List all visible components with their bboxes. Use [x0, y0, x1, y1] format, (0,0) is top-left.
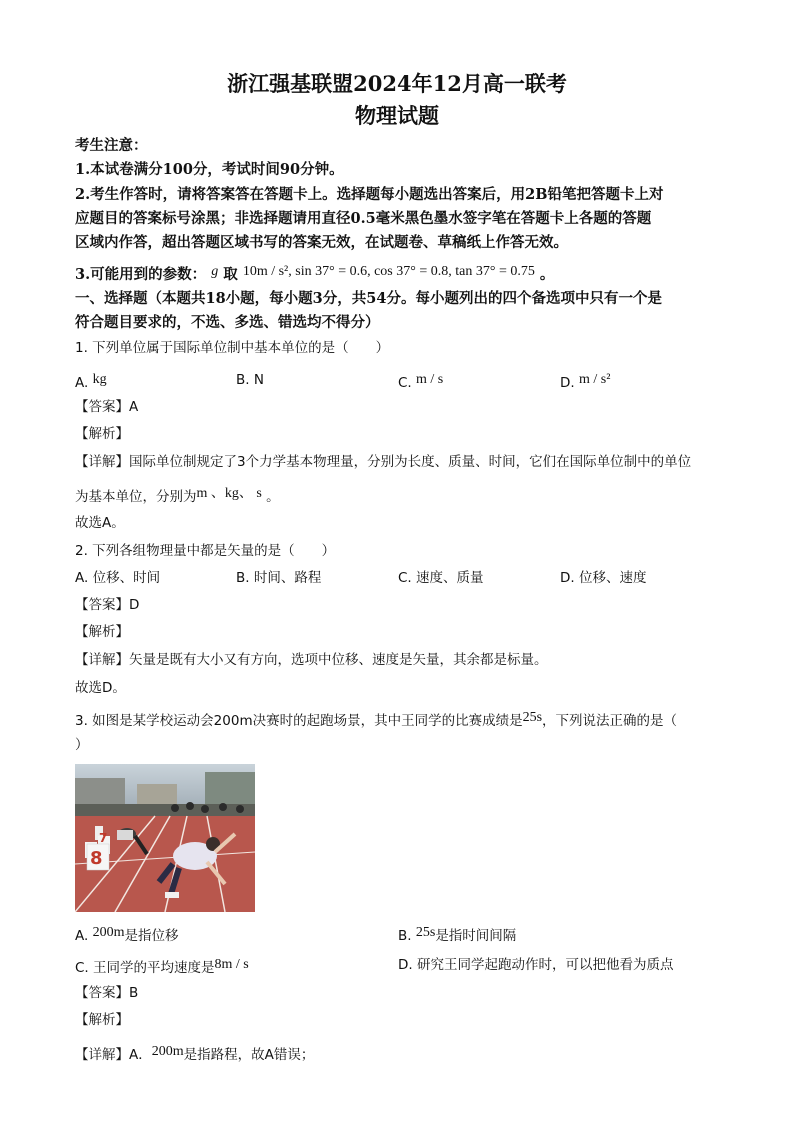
question-1-answer	[75, 396, 725, 418]
answer-value: A	[129, 399, 139, 415]
question-3-option-a	[75, 922, 178, 947]
notice-item-3	[75, 261, 725, 286]
question-3-stem-line-2: ）	[75, 737, 89, 753]
answer-tag: 【答案】	[75, 597, 129, 613]
option-a-label: A.	[75, 375, 89, 391]
notice-item-3-prefix: 3.可能用到的参数：	[75, 266, 207, 283]
question-3-analysis-tag: 【解析】	[75, 1012, 129, 1028]
question-1-option-c	[398, 369, 443, 394]
question-3-option-c	[75, 954, 249, 979]
answer-value: B	[129, 985, 139, 1001]
option-d-value: m / s²	[578, 372, 611, 387]
question-2-option-b: B. 时间、路程	[236, 570, 322, 586]
option-a-value: kg	[92, 372, 107, 387]
notice-item-2-line-2: 应题目的答案标号涂黑；非选择题请用直径0.5毫米黑色墨水签字笔在答题卡上各题的答题	[75, 210, 652, 227]
question-2-option-c: C. 速度、质量	[398, 570, 484, 586]
notice-item-3-end: 。	[539, 266, 555, 283]
question-1-analysis-tag: 【解析】	[75, 426, 129, 442]
question-1-option-b: B. N	[236, 372, 264, 388]
lane-number-8: 8	[90, 848, 103, 869]
question-2-detail	[75, 649, 725, 671]
question-2-option-a: A. 位移、时间	[75, 570, 161, 586]
option-a-label: A.	[75, 928, 89, 944]
notice-heading: 考生注意：	[75, 137, 148, 154]
question-1-detail-line-1	[75, 451, 725, 473]
option-c-text: C. 王同学的平均速度是	[75, 960, 215, 976]
stem-value: 25s	[522, 710, 543, 725]
parameter-values: 10m / s², sin 37° = 0.6, cos 37° = 0.8, tan 37° = 0.75	[242, 264, 535, 279]
option-b-label: B.	[398, 928, 412, 944]
detail-tag: 【详解】	[75, 1047, 129, 1063]
question-2-stem: 2. 下列各组物理量中都是矢量的是（ ）	[75, 543, 336, 559]
answer-tag: 【答案】	[75, 399, 129, 415]
race-start-illustration	[75, 764, 255, 912]
detail-end: 。	[261, 489, 280, 505]
option-d-label: D.	[560, 375, 575, 391]
answer-tag: 【答案】	[75, 985, 129, 1001]
detail-text: 是指路程，故A错误；	[183, 1047, 315, 1063]
g-symbol: g	[211, 264, 219, 279]
detail-text: 矢量是既有大小又有方向，选项中位移、速度是矢量，其余都是标量。	[129, 652, 548, 668]
detail-value: 200m	[151, 1044, 184, 1059]
detail-option-a: A．	[129, 1047, 152, 1063]
detail-tag: 【详解】	[75, 652, 129, 668]
question-1-conclusion: 故选A。	[75, 515, 125, 531]
option-b-value: 25s	[415, 925, 436, 940]
question-3-option-b	[398, 922, 516, 947]
exam-subtitle: 物理试题	[355, 103, 439, 128]
notice-item-2-line-1: 2.考生作答时，请将答案答在答题卡上。选择题每小题选出答案后，用2B铅笔把答题卡上对	[75, 186, 664, 203]
option-c-value: 8m / s	[214, 957, 249, 972]
question-2-analysis-tag: 【解析】	[75, 624, 129, 640]
question-3-detail	[75, 1041, 725, 1066]
exam-title: 浙江强基联盟2024年12月高一联考	[227, 71, 567, 96]
question-2-answer	[75, 594, 725, 616]
detail-tag: 【详解】	[75, 454, 129, 470]
question-2-conclusion: 故选D。	[75, 680, 126, 696]
section-1-heading-line-1: 一、选择题（本题共18小题，每小题3分，共54分。每小题列出的四个备选项中只有一个是	[75, 290, 662, 307]
option-c-value: m / s	[416, 372, 444, 387]
answer-value: D	[129, 597, 140, 613]
stem-suffix: ，下列说法正确的是（	[542, 713, 678, 729]
option-c-label: C.	[398, 375, 412, 391]
question-3-answer	[75, 982, 725, 1004]
race-start-photo	[75, 764, 255, 912]
detail-text: 国际单位制规定了3个力学基本物理量，分别为长度、质量、时间，它们在国际单位制中的单位	[129, 454, 692, 470]
lane-number-7: 7	[99, 831, 108, 845]
question-1-option-d	[560, 369, 610, 394]
notice-item-2-line-3: 区域内作答，超出答题区域书写的答案无效，在试题卷、草稿纸上作答无效。	[75, 234, 568, 251]
option-a-text: 是指位移	[124, 928, 179, 944]
option-b-text: 是指时间间隔	[435, 928, 517, 944]
notice-item-1: 1.本试卷满分100分，考试时间90分钟。	[75, 161, 344, 178]
detail-prefix: 为基本单位，分别为	[75, 489, 197, 505]
question-1-detail-line-2	[75, 483, 725, 508]
section-1-heading-line-2: 符合题目要求的，不选、多选、错选均不得分）	[75, 314, 380, 331]
option-a-value: 200m	[92, 925, 125, 940]
question-1-option-a	[75, 369, 107, 394]
question-3-option-d: D. 研究王同学起跑动作时，可以把他看为质点	[398, 957, 674, 973]
stem-prefix: 3. 如图是某学校运动会200m决赛时的起跑场景，其中王同学的比赛成绩是	[75, 713, 523, 729]
detail-units: m 、kg、 s	[196, 486, 262, 501]
question-1-stem: 1. 下列单位属于国际单位制中基本单位的是（ ）	[75, 340, 390, 356]
question-3-stem	[75, 707, 725, 732]
question-2-option-d: D. 位移、速度	[560, 570, 647, 586]
notice-item-3-take: 取	[223, 266, 238, 283]
